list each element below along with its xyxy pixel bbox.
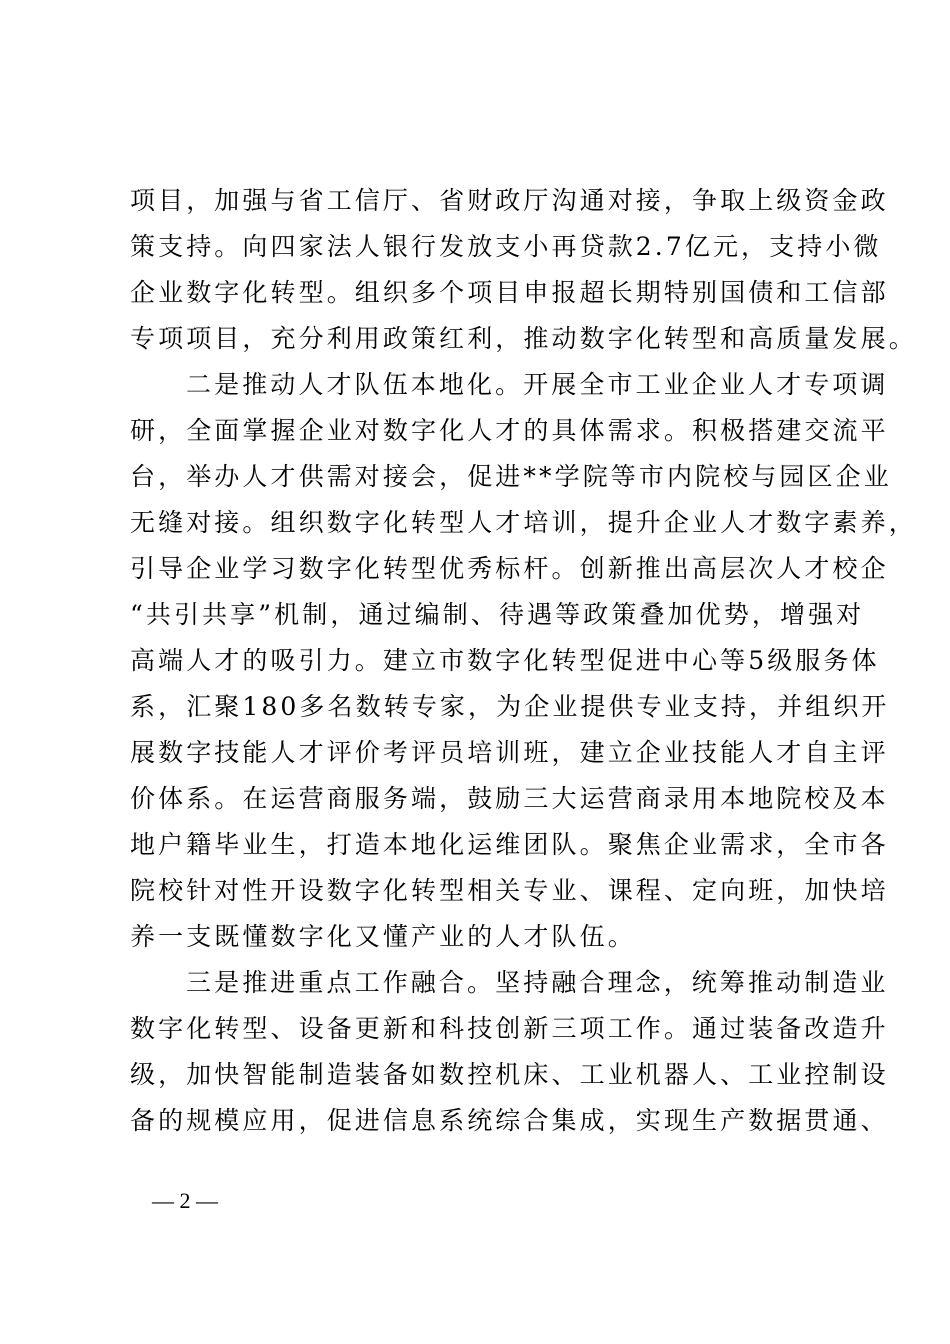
text-line: 高端人才的吸引力。建立市数字化转型促进中心等5级服务体 — [130, 646, 880, 675]
text-line: 策支持。向四家法人银行发放支小再贷款2.7亿元，支持小微 — [130, 232, 882, 261]
text-line: 养一支既懂数字化又懂产业的人才队伍。 — [130, 922, 636, 951]
text-line: 引导企业学习数字化转型优秀标杆。创新推出高层次人才校企 — [130, 554, 889, 583]
page-number: — 2 — — [152, 1188, 218, 1213]
text-line: 三是推进重点工作融合。坚持融合理念，统筹推动制造业 — [186, 968, 889, 997]
text-line: 项目，加强与省工信厅、省财政厅沟通对接，争取上级资金政 — [130, 186, 889, 215]
text-line: 展数字技能人才评价考评员培训班，建立企业技能人才自主评 — [130, 738, 889, 767]
text-line: 价体系。在运营商服务端，鼓励三大运营商录用本地院校及本 — [130, 784, 889, 813]
text-line: 台，举办人才供需对接会，促进**学院等市内院校与园区企业 — [130, 462, 892, 491]
text-line: 备的规模应用，促进信息系统综合集成，实现生产数据贯通、 — [130, 1106, 889, 1135]
text-line: 企业数字化转型。组织多个项目申报超长期特别国债和工信部 — [130, 278, 889, 307]
text-line: “共引共享”机制，通过编制、待遇等政策叠加优势，增强对 — [130, 600, 865, 629]
text-line: 二是推动人才队伍本地化。开展全市工业企业人才专项调 — [186, 370, 889, 399]
text-line: 级，加快智能制造装备如数控机床、工业机器人、工业控制设 — [130, 1060, 889, 1089]
text-line: 数字化转型、设备更新和科技创新三项工作。通过装备改造升 — [130, 1014, 889, 1043]
text-line: 专项项目，充分利用政策红利，推动数字化转型和高质量发展。 — [130, 324, 917, 353]
text-line: 地户籍毕业生，打造本地化运维团队。聚焦企业需求，全市各 — [130, 830, 889, 859]
text-line: 无缝对接。组织数字化转型人才培训，提升企业人才数字素养， — [130, 508, 917, 537]
text-line: 院校针对性开设数字化转型相关专业、课程、定向班，加快培 — [130, 876, 889, 905]
text-line: 系，汇聚180多名数转专家，为企业提供专业支持，并组织开 — [130, 692, 890, 721]
text-line: 研，全面掌握企业对数字化人才的具体需求。积极搭建交流平 — [130, 416, 889, 445]
